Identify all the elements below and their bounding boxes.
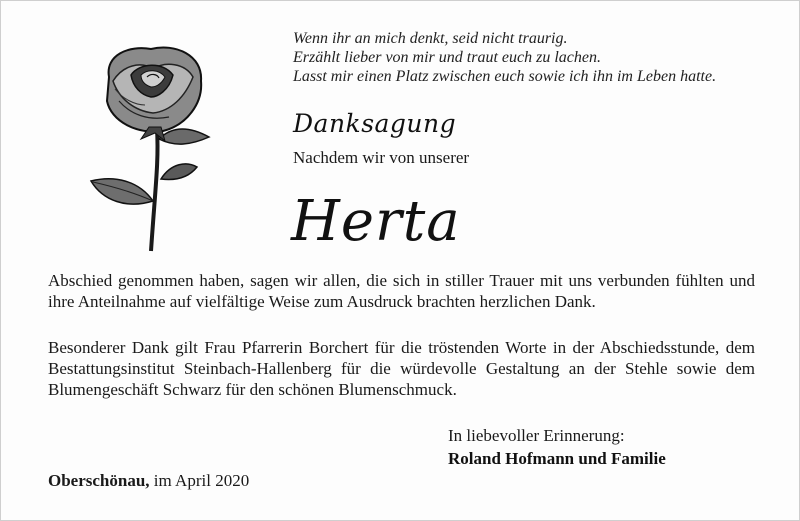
lead-text: Nachdem wir von unserer <box>293 148 470 167</box>
place-date-text: im April 2020 <box>149 471 250 490</box>
poem <box>293 29 783 86</box>
rose-icon <box>79 41 219 253</box>
place-town: Oberschönau, <box>48 471 150 490</box>
closing-memory: In liebevoller Erinnerung: <box>448 426 625 445</box>
heading-danksagung: Danksagung <box>293 109 457 138</box>
poem-line: Erzählt lieber von mir und traut euch zu lachen. <box>293 49 601 66</box>
special-thanks-paragraph: Besonderer Dank gilt Frau Pfarrerin Borchert für die tröstenden Worte in der Abschiedsstunde, dem Bestattungsinstitut Steinbach-Hallenberg für die würdevolle Gestaltung an der Stehle sowie dem Blumengeschäft Schwarz für den schönen Blumenschmuck. <box>48 338 755 399</box>
deceased-name: Herta <box>291 189 461 254</box>
closing-family: Roland Hofmann und Familie <box>448 449 666 468</box>
place-date <box>48 471 249 491</box>
poem-line: Lasst mir einen Platz zwischen euch sowie ich ihn im Leben hatte. <box>293 68 717 85</box>
poem-line: Wenn ihr an mich denkt, seid nicht traurig. <box>293 30 568 47</box>
thanks-paragraph: Abschied genommen haben, sagen wir allen, die sich in stiller Trauer mit uns verbunden fühlten und ihre Anteilnahme auf vielfältige Weise zum Ausdruck brachten herzlichen Dank. <box>48 271 755 311</box>
